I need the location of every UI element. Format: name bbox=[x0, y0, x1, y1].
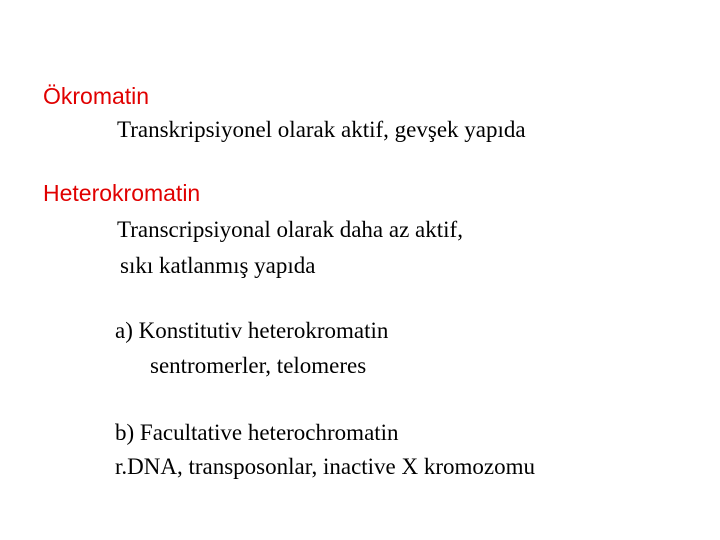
heterokromatin-description-line-2: sıkı katlanmış yapıda bbox=[120, 253, 316, 278]
subsection-a-detail: sentromerler, telomeres bbox=[150, 353, 367, 378]
subsection-b-detail: r.DNA, transposonlar, inactive X kromozomu bbox=[115, 454, 536, 479]
heading-okromatin: Ökromatin bbox=[43, 83, 150, 109]
okromatin-description: Transkripsiyonel olarak aktif, gevşek yapıda bbox=[117, 117, 526, 142]
heterokromatin-description-line-1: Transcripsiyonal olarak daha az aktif, bbox=[117, 217, 463, 242]
heading-heterokromatin: Heterokromatin bbox=[43, 180, 201, 206]
subsection-b-title: b) Facultative heterochromatin bbox=[115, 420, 399, 445]
subsection-a-title: a) Konstitutiv heterokromatin bbox=[115, 318, 389, 343]
